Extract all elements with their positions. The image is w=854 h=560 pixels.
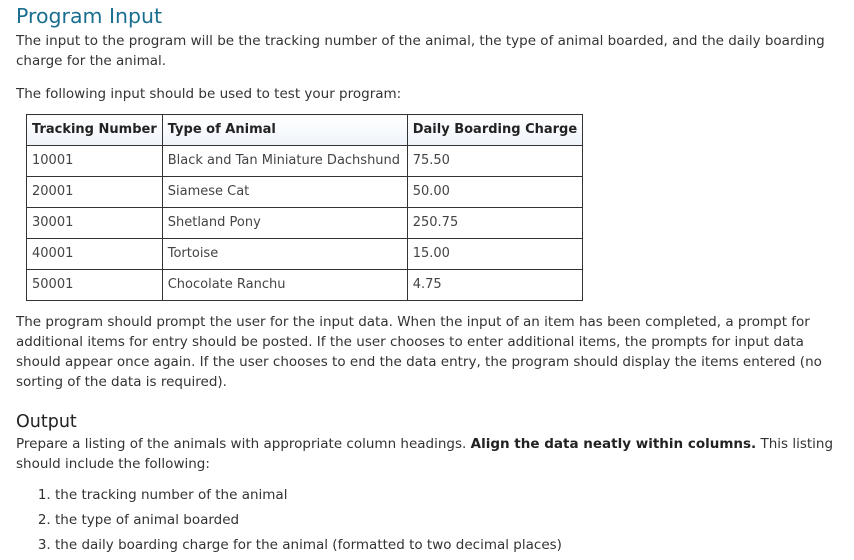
program-input-intro: The input to the program will be the tracking number of the animal, the type of animal boarded, and the daily boarding charge for the animal. bbox=[16, 33, 825, 69]
table-header-row bbox=[27, 115, 583, 146]
output-text-bold: Align the data neatly within columns. bbox=[470, 436, 757, 452]
cell-daily-boarding-charge: 15.00 bbox=[407, 239, 582, 270]
cell-tracking-number: 20001 bbox=[27, 177, 163, 208]
list-item: 3. the daily boarding charge for the animal (formatted to two decimal places) bbox=[55, 533, 838, 558]
cell-daily-boarding-charge: 75.50 bbox=[407, 146, 582, 177]
cell-tracking-number: 40001 bbox=[27, 239, 163, 270]
output-text-before: Prepare a listing of the animals with appropriate column headings. bbox=[16, 436, 471, 452]
table-row bbox=[27, 177, 583, 208]
header-tracking-number: Tracking Number bbox=[27, 115, 163, 146]
table-row bbox=[27, 239, 583, 270]
table-row bbox=[27, 208, 583, 239]
table-row bbox=[27, 146, 583, 177]
program-input-heading: Program Input bbox=[16, 4, 163, 28]
test-input-intro: The following input should be used to test your program: bbox=[16, 86, 402, 102]
cell-tracking-number: 50001 bbox=[27, 270, 163, 301]
cell-type-of-animal: Siamese Cat bbox=[162, 177, 407, 208]
cell-type-of-animal: Black and Tan Miniature Dachshund bbox=[162, 146, 407, 177]
cell-tracking-number: 30001 bbox=[27, 208, 163, 239]
cell-daily-boarding-charge: 250.75 bbox=[407, 208, 582, 239]
test-input-table bbox=[26, 114, 583, 301]
prompt-paragraph: The program should prompt the user for the input data. When the input of an item has been completed, a prompt for additional items for entry should be posted. If the user chooses to enter additional items, the prompts for input data should appear once again. If the user chooses to end the data entry, the program should display the items entered (no sorting of the data is required). bbox=[16, 314, 822, 390]
list-item: 2. the type of animal boarded bbox=[55, 508, 838, 533]
header-daily-boarding-charge: Daily Boarding Charge bbox=[407, 115, 582, 146]
list-item: 1. the tracking number of the animal bbox=[55, 483, 838, 508]
cell-type-of-animal: Tortoise bbox=[162, 239, 407, 270]
cell-type-of-animal: Shetland Pony bbox=[162, 208, 407, 239]
cell-type-of-animal: Chocolate Ranchu bbox=[162, 270, 407, 301]
cell-daily-boarding-charge: 50.00 bbox=[407, 177, 582, 208]
header-type-of-animal: Type of Animal bbox=[162, 115, 407, 146]
output-heading: Output bbox=[16, 412, 77, 432]
output-text-after: This listing should include the following: bbox=[16, 436, 834, 472]
cell-daily-boarding-charge: 4.75 bbox=[407, 270, 582, 301]
output-items-list bbox=[16, 483, 838, 558]
cell-tracking-number: 10001 bbox=[27, 146, 163, 177]
table-row bbox=[27, 270, 583, 301]
output-description bbox=[16, 434, 838, 474]
